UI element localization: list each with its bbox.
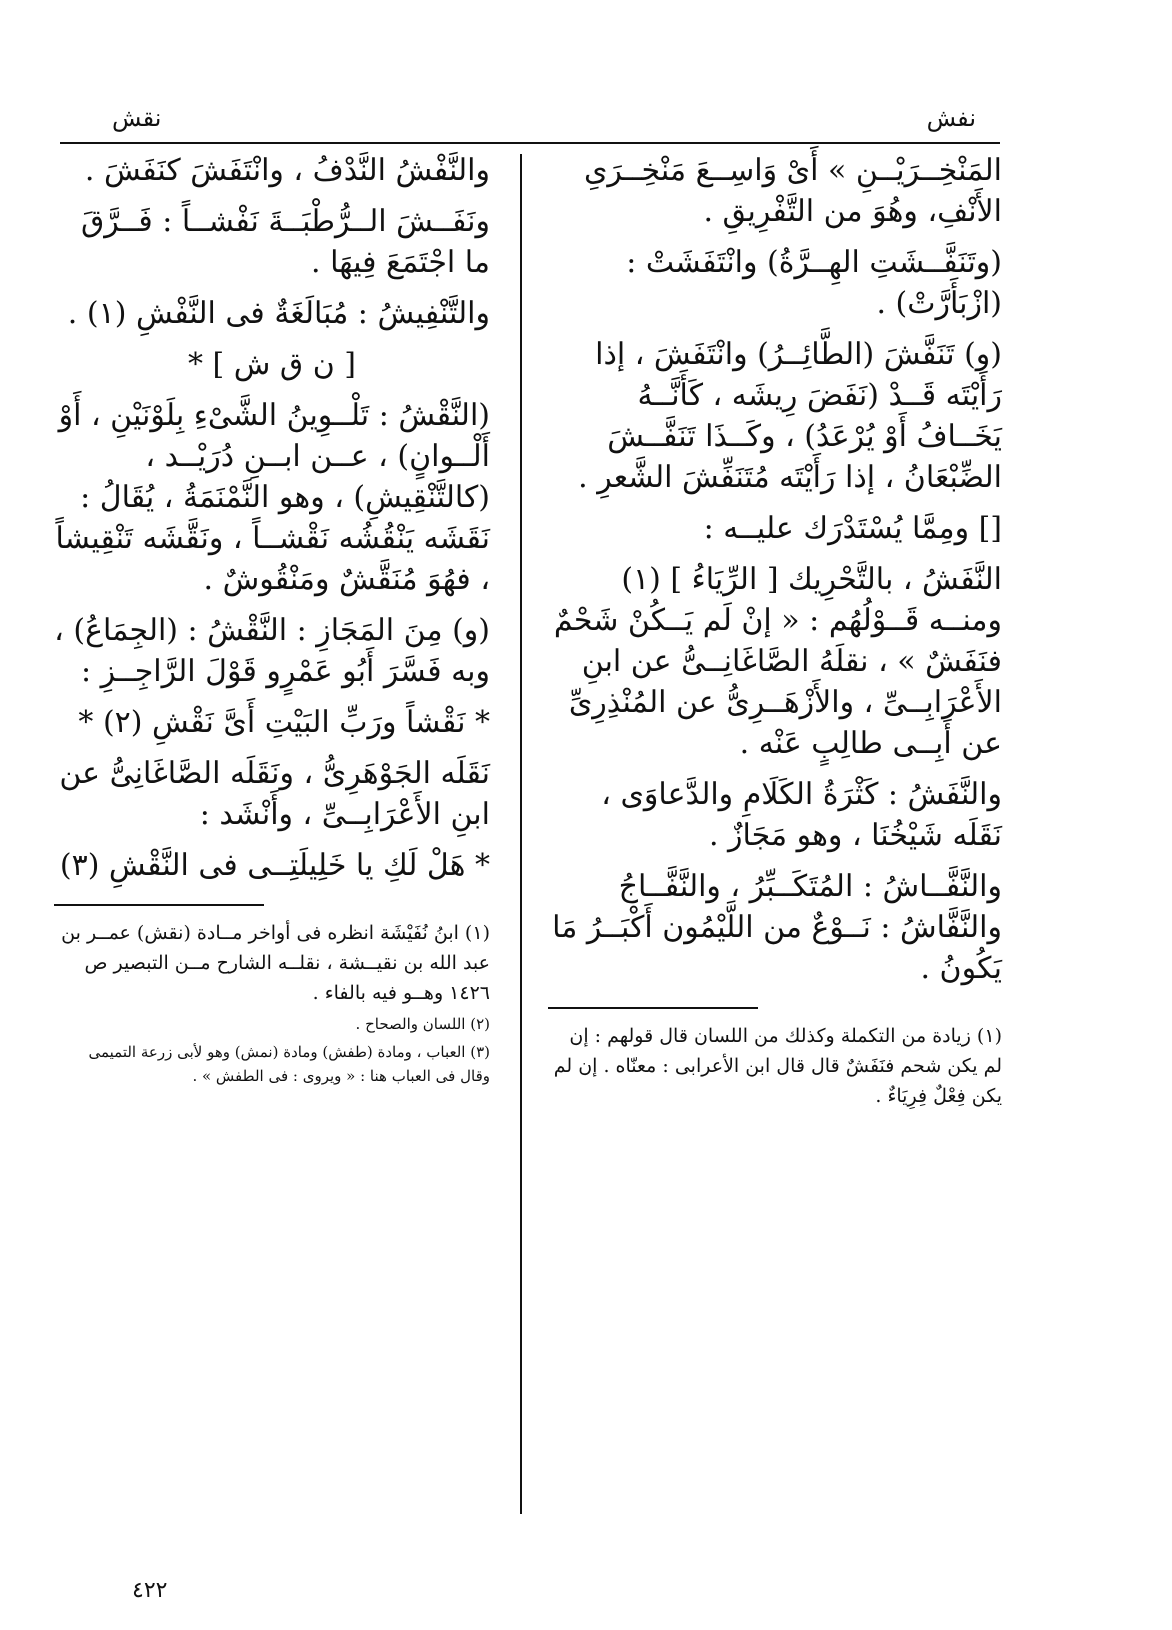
footnote: (٣) العباب ، ومادة (طفش) ومادة (نمش) وهو لأبى زرعة التميمى وقال فى العباب هنا : « ويروى : فى الطفش » . xyxy=(88,1043,490,1085)
left-paragraph: نَقَلَه الجَوْهَرِىُّ ، ونَقَلَه الصَّاغَانِىُّ عن ابنِ الأَعْرَابِــىِّ ، وأَنْشَد : xyxy=(59,756,490,832)
footnote: (٢) اللسان والصحاح . xyxy=(355,1015,490,1033)
footnote: (١) ابنُ نُفَيْشَة انظره فى أواخر مــادة (نقش) عمــر بن عبد الله بن نقيــشة ، نقلــه الشارح مــن التبصير ص ١٤٢٦ وهــو فيه بالفاء . xyxy=(61,922,490,1004)
right-paragraph: (وتَنَفَّــشَتِ الهِــرَّةُ) وانْتَفَشَتْ : (ازْبَأَرَّتْ) . xyxy=(626,245,1002,321)
footnote: (١) زيادة من التكملة وكذلك من اللسان قال قولهم : إن لم يكن شحم فنَفَشٌ قال قال ابن الأعرابى : معنّاه . إن لم يكن فِعْلٌ فِرِيَاءٌ . xyxy=(553,1025,1002,1107)
verse-line: * نَقْشاً ورَبِّ البَيْتِ أَىَّ نَقْشِ (٢) * xyxy=(78,705,490,740)
right-paragraph: [] ومِمَّا يُسْتَدْرَك عليــه : xyxy=(703,511,1002,546)
left-paragraph: (و) مِنَ المَجَازِ : النَّقْشُ : (الجِمَاعُ) ، وبه فَسَّرَ أَبُو عَمْرٍو قَوْلَ الرَّاجِــزِ : xyxy=(54,613,490,689)
page-number: ٤٢٢ xyxy=(132,1578,168,1603)
header-word-right: نفش xyxy=(926,104,976,132)
footnote-rule xyxy=(548,1007,758,1009)
left-column xyxy=(54,150,490,1092)
header-word-left: نقش xyxy=(112,104,162,132)
column-divider xyxy=(520,154,522,1514)
verse-line: * هَلْ لَكِ يا خَلِيلَتِــى فى النَّقْشِ (٣) xyxy=(59,848,490,883)
right-paragraph: والنَّفَّــاشُ : المُتَكَــبِّرُ ، والنَّفَّــاجُ والنَّفَّاشُ : نَــوْعٌ من اللَّيْمُون أَكْبَــرُ مَا يَكُونُ . xyxy=(552,869,1002,986)
right-paragraph: المَنْخِــرَيْــنِ » أَىْ وَاسِــعَ مَنْخِــرَىِ الأَنْفِ، وهُوَ من التَّفْرِيقِ . xyxy=(583,153,1002,229)
right-paragraph: (و) تَنَفَّشَ (الطَّائِــرُ) وانْتَفَشَ ، إذا رَأَيْتَه قَــدْ (نَفَضَ رِيشَه ، كَأَنَّــهُ يَخَــافُ أَوْ يُرْعَدُ) ، وكَــذَا تَنَفَّــشَ الضِّبْعَانُ ، إذا رَأَيْتَه مُتَنَفِّشَ الشَّعرِ . xyxy=(578,337,1002,495)
right-paragraph: النَّفَشُ ، بالتَّحْرِيك [ الرِّيَاءُ ] (١) ومنــه قَــوْلُهُم : « إنْ لَم يَــكُنْ شَحْمٌ فنَفَشٌ » ، نقلَهُ الصَّاغَانِــىُّ عن ابنِ الأَعْرَابِــىِّ ، والأَزْهَــرِىُّ عن المُنْذِرِىِّ عن أَبِــى طالِبٍ عَنْه . xyxy=(553,562,1002,761)
left-paragraph: والتَّنْفِيشُ : مُبَالَغَةٌ فى النَّفْشِ (١) . xyxy=(67,296,490,331)
left-paragraph: (النَّقْشُ : تَلْــوِينُ الشَّىْءِ بِلَوْنَيْنِ ، أَوْ أَلْــوانٍ) ، عــن ابــنِ دُرَيْــد ، (كالتَّنْقِيشِ) ، وهو النَّمْنَمَةُ ، يُقَالُ : نَقَشَه يَنْقُشُه نَقْشــاً ، ونَقَّشَه تَنْقِيشاً ، فهُوَ مُنَقَّشٌ ومَنْقُوشٌ . xyxy=(55,398,490,597)
right-column xyxy=(548,150,1002,1115)
header-rule xyxy=(60,142,1000,144)
left-paragraph: والنَّفْشُ النَّدْفُ ، وانْتَفَشَ كنَفَشَ . xyxy=(84,153,490,188)
footnote-rule xyxy=(54,904,264,906)
left-paragraph: ونَفَــشَ الــرُّطْبَــةَ نَفْشــاً : فَــرَّقَ ما اجْتَمَعَ فِيهَا . xyxy=(80,204,490,280)
right-paragraph: والنَّفَشُ : كَثْرَةُ الكَلَامِ والدَّعاوَى ، نَقَلَه شَيْخُنَا ، وهو مَجَازٌ . xyxy=(601,777,1002,853)
section-heading: [ ن ق ش ] * xyxy=(187,347,357,382)
